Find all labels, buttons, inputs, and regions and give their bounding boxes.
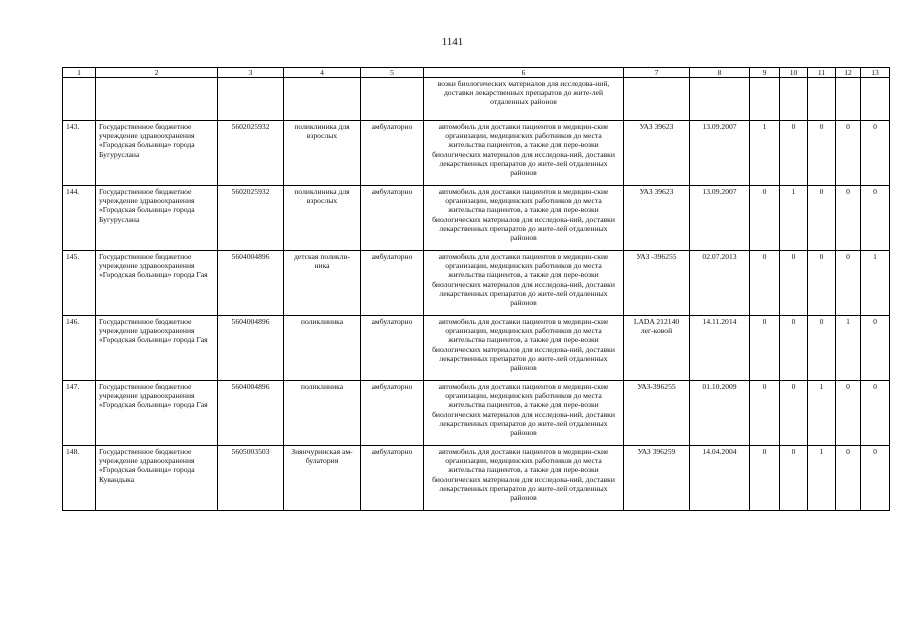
column-header: 12 bbox=[836, 68, 861, 78]
col12-cell: 0 bbox=[836, 121, 861, 186]
row-number: 145. bbox=[63, 251, 96, 316]
inn-cell: 5602025932 bbox=[218, 121, 284, 186]
description-cell: автомобиль для доставки пациентов в медицин-ские организации, медицинских работников до места жительства пациентов, а также для пере-возки биологических материалов для исследова-ний, доставки лекарственных препаратов до жите-лей отдаленных районов bbox=[424, 121, 624, 186]
unit-cell: поликлиника для взрослых bbox=[284, 121, 361, 186]
description-cell: возки биологических материалов для исследова-ний, доставки лекарственных препаратов до жите-лей отдаленных районов bbox=[424, 78, 624, 121]
col12-cell: 0 bbox=[836, 251, 861, 316]
col9-cell: 1 bbox=[750, 121, 780, 186]
unit-cell: поликлиника для взрослых bbox=[284, 186, 361, 251]
description-cell: автомобиль для доставки пациентов в медицин-ские организации, медицинских работников до места жительства пациентов, а также для пере-возки биологических материалов для исследова-ний, доставки лекарственных препаратов до жите-лей отдаленных районов bbox=[424, 446, 624, 511]
column-header: 13 bbox=[861, 68, 890, 78]
row-number: 148. bbox=[63, 446, 96, 511]
model-cell: УАЗ 39623 bbox=[624, 121, 690, 186]
col13-cell: 0 bbox=[861, 381, 890, 446]
model-cell: УАЗ 39623 bbox=[624, 186, 690, 251]
column-header: 9 bbox=[750, 68, 780, 78]
col11-cell: 0 bbox=[808, 121, 836, 186]
model-cell: УАЗ 396259 bbox=[624, 446, 690, 511]
page-number: 1141 bbox=[441, 36, 464, 48]
organization-cell: Государственное бюджетное учреждение здравоохранения «Городская больница» города Кувандыка bbox=[96, 446, 218, 511]
table-row bbox=[63, 251, 890, 316]
inn-cell: 5605003503 bbox=[218, 446, 284, 511]
col9-cell: 0 bbox=[750, 381, 780, 446]
organization-cell: Государственное бюджетное учреждение здравоохранения «Городская больница» города Бугуруслана bbox=[96, 186, 218, 251]
col12-cell: 1 bbox=[836, 316, 861, 381]
col12-cell: 0 bbox=[836, 381, 861, 446]
table-row bbox=[63, 186, 890, 251]
col10-cell: 0 bbox=[780, 381, 808, 446]
column-header: 7 bbox=[624, 68, 690, 78]
col12-cell: 0 bbox=[836, 446, 861, 511]
date-cell: 13.09.2007 bbox=[690, 121, 750, 186]
organization-cell: Государственное бюджетное учреждение здравоохранения «Городская больница» города Гая bbox=[96, 251, 218, 316]
model-cell: УАЗ-396255 bbox=[624, 381, 690, 446]
description-cell: автомобиль для доставки пациентов в медицин-ские организации, медицинских работников до места жительства пациентов, а также для пере-возки биологических материалов для исследова-ний, доставки лекарственных препаратов до жите-лей отдаленных районов bbox=[424, 316, 624, 381]
column-header: 2 bbox=[96, 68, 218, 78]
column-header: 4 bbox=[284, 68, 361, 78]
table-row bbox=[63, 316, 890, 381]
col10-cell: 0 bbox=[780, 446, 808, 511]
col13-cell: 0 bbox=[861, 316, 890, 381]
care-type-cell: амбулаторно bbox=[361, 381, 424, 446]
col11-cell: 0 bbox=[808, 251, 836, 316]
care-type-cell: амбулаторно bbox=[361, 316, 424, 381]
row-number: 144. bbox=[63, 186, 96, 251]
vehicle-table bbox=[62, 67, 890, 511]
description-cell: автомобиль для доставки пациентов в медицин-ские организации, медицинских работников до места жительства пациентов, а также для пере-возки биологических материалов для исследова-ний, доставки лекарственных препаратов до жите-лей отдаленных районов bbox=[424, 251, 624, 316]
row-number: 146. bbox=[63, 316, 96, 381]
unit-cell: поликлиника bbox=[284, 316, 361, 381]
column-header: 6 bbox=[424, 68, 624, 78]
column-header: 5 bbox=[361, 68, 424, 78]
column-header: 10 bbox=[780, 68, 808, 78]
organization-cell: Государственное бюджетное учреждение здравоохранения «Городская больница» города Бугуруслана bbox=[96, 121, 218, 186]
col10-cell: 0 bbox=[780, 121, 808, 186]
col12-cell: 0 bbox=[836, 186, 861, 251]
inn-cell: 5604004896 bbox=[218, 316, 284, 381]
col13-cell: 0 bbox=[861, 121, 890, 186]
col13-cell: 1 bbox=[861, 251, 890, 316]
model-cell: УАЗ -396255 bbox=[624, 251, 690, 316]
col11-cell: 0 bbox=[808, 316, 836, 381]
inn-cell: 5604004896 bbox=[218, 381, 284, 446]
col11-cell: 1 bbox=[808, 446, 836, 511]
date-cell: 13.09.2007 bbox=[690, 186, 750, 251]
table-row bbox=[63, 381, 890, 446]
unit-cell: детская поликли-ника bbox=[284, 251, 361, 316]
col13-cell: 0 bbox=[861, 186, 890, 251]
model-cell: LADA 212140 лег-ковой bbox=[624, 316, 690, 381]
col11-cell: 1 bbox=[808, 381, 836, 446]
column-header: 11 bbox=[808, 68, 836, 78]
table-row bbox=[63, 446, 890, 511]
inn-cell: 5602025932 bbox=[218, 186, 284, 251]
column-number-row bbox=[63, 68, 890, 78]
date-cell: 14.11.2014 bbox=[690, 316, 750, 381]
col10-cell: 1 bbox=[780, 186, 808, 251]
column-header: 1 bbox=[63, 68, 96, 78]
row-number: 143. bbox=[63, 121, 96, 186]
care-type-cell: амбулаторно bbox=[361, 446, 424, 511]
table-row bbox=[63, 121, 890, 186]
care-type-cell: амбулаторно bbox=[361, 186, 424, 251]
continuation-row bbox=[63, 78, 890, 121]
inn-cell: 5604004896 bbox=[218, 251, 284, 316]
col10-cell: 0 bbox=[780, 316, 808, 381]
col13-cell: 0 bbox=[861, 446, 890, 511]
care-type-cell: амбулаторно bbox=[361, 251, 424, 316]
unit-cell: Зиянчуринская ам-булатория bbox=[284, 446, 361, 511]
column-header: 8 bbox=[690, 68, 750, 78]
care-type-cell: амбулаторно bbox=[361, 121, 424, 186]
col9-cell: 0 bbox=[750, 186, 780, 251]
col9-cell: 0 bbox=[750, 316, 780, 381]
column-header: 3 bbox=[218, 68, 284, 78]
col9-cell: 0 bbox=[750, 446, 780, 511]
organization-cell: Государственное бюджетное учреждение здравоохранения «Городская больница» города Гая bbox=[96, 381, 218, 446]
unit-cell: поликлиника bbox=[284, 381, 361, 446]
col9-cell: 0 bbox=[750, 251, 780, 316]
date-cell: 02.07.2013 bbox=[690, 251, 750, 316]
col10-cell: 0 bbox=[780, 251, 808, 316]
date-cell: 01.10.2009 bbox=[690, 381, 750, 446]
description-cell: автомобиль для доставки пациентов в медицин-ские организации, медицинских работников до места жительства пациентов, а также для пере-возки биологических материалов для исследова-ний, доставки лекарственных препаратов до жите-лей отдаленных районов bbox=[424, 186, 624, 251]
description-cell: автомобиль для доставки пациентов в медицин-ские организации, медицинских работников до места жительства пациентов, а также для пере-возки биологических материалов для исследова-ний, доставки лекарственных препаратов до жите-лей отдаленных районов bbox=[424, 381, 624, 446]
col11-cell: 0 bbox=[808, 186, 836, 251]
date-cell: 14.04.2004 bbox=[690, 446, 750, 511]
row-number: 147. bbox=[63, 381, 96, 446]
organization-cell: Государственное бюджетное учреждение здравоохранения «Городская больница» города Гая bbox=[96, 316, 218, 381]
